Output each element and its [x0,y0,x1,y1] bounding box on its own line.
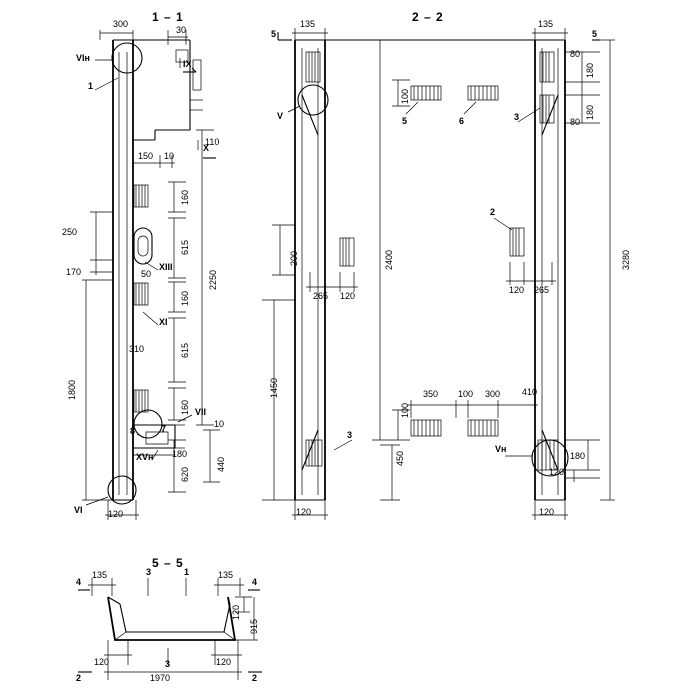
dim-v5-135a: 135 [92,570,108,580]
dim-v1-180: 180 [172,449,188,459]
v2-interior-plates [340,86,524,436]
dim-v1-10b: 10 [214,419,225,429]
mark-v1-XI: XI [159,317,168,327]
dim-v1-615b: 615 [180,342,190,358]
dim-v2-410: 410 [522,387,538,397]
dim-v2-265a: 265 [313,291,329,301]
mark-v1-VII: VII [195,407,207,417]
dim-v5-4b: 4 [252,577,258,587]
mark-v1-VIn: VIн [76,53,90,63]
dim-v1-110: 110 [205,137,220,147]
mark-v2-3b: 3 [347,430,353,440]
dim-v1-120: 120 [108,509,124,519]
dim-v5-2b: 2 [252,673,258,683]
v1-plate-right [193,60,201,90]
dim-v2-180c: 180 [570,451,586,461]
dim-v5-120v: 120 [231,604,241,620]
v1-oval-detail [134,228,152,264]
dim-v1-300: 300 [113,19,129,29]
v1-embedded-plates [134,185,148,412]
dim-v1-50: 50 [141,269,152,279]
v5-left-bot [115,632,126,640]
dim-v1-10: 10 [164,151,175,161]
dim-v1-615a: 615 [180,239,190,255]
mark-v2-2: 2 [490,207,496,217]
mark-v2-5: 5 [402,116,408,126]
dim-v2-80b: 80 [570,117,581,127]
dim-v1-620: 620 [180,466,190,482]
dim-v2-135b: 135 [538,19,554,29]
dim-v1-30: 30 [176,25,187,35]
dim-v5-915: 915 [249,618,259,634]
dim-v2-300: 300 [485,389,501,399]
dim-v2-5b: 5 [592,29,598,39]
v5-inner-profile [120,604,230,632]
mark-v1-XIII: XIII [159,262,173,272]
dim-v1-310: 310 [129,344,145,354]
mark-v2-Vn: Vн [495,444,507,454]
dim-v2-2400: 2400 [384,249,394,270]
dim-v2-80a: 80 [570,49,581,59]
dim-v2-100b: 100 [458,389,474,399]
dim-v2-120c: 120 [549,467,565,477]
v1-callout-mid [134,410,162,438]
dim-v1-250: 250 [62,227,78,237]
v5-outer-profile [108,597,235,640]
dim-v2-180a: 180 [585,62,595,78]
dim-v2-265b: 265 [534,285,550,295]
dim-v1-160b: 160 [180,290,190,306]
v2-column-embeds [306,52,558,470]
dim-v2-120a: 120 [340,291,356,301]
dim-v5-4a: 4 [76,577,82,587]
mark-v1-X: X [203,143,210,153]
title-section-5-5: 5 – 5 [152,556,184,570]
mark-v2-3a: 3 [514,112,520,122]
dim-v2-450: 450 [395,450,405,466]
dim-v1-160a: 160 [180,189,190,205]
dim-v2-200: 200 [289,250,299,266]
dim-v5-3bot: 3 [165,659,171,669]
mark-v1-IX: IX [183,59,192,69]
title-section-2-2: 2 – 2 [412,10,444,24]
v2-right-taper [542,95,558,135]
dim-v2-135a: 135 [300,19,316,29]
v2-left-taper-b [302,430,318,470]
dim-v5-2a: 2 [76,673,82,683]
dim-v5-135b: 135 [218,570,234,580]
dim-v2-120e: 120 [539,507,555,517]
dim-v1-2250: 2250 [208,269,218,290]
mark-v1-1: 1 [88,81,94,91]
mark-v1-8: 8 [130,426,136,436]
dim-v2-3280: 3280 [621,249,631,270]
dim-v2-100a: 100 [400,88,410,104]
dim-v2-180b: 180 [585,104,595,120]
v1-oval-inner [138,236,148,256]
mark-v2-V: V [277,111,284,121]
dim-v1-440: 440 [216,456,226,472]
mark-v1-7: 7 [161,424,167,434]
dim-v2-1450: 1450 [269,377,279,398]
mark-v2-6: 6 [459,116,465,126]
dim-v2-5a: 5 [271,29,277,39]
dim-v1-150: 150 [138,151,154,161]
mark-v1-XVn: XVн [136,452,154,462]
dim-v5-3top: 3 [146,567,152,577]
title-section-1-1: 1 – 1 [152,10,184,24]
dim-v2-120b: 120 [509,285,525,295]
dim-v1-160c: 160 [180,399,190,415]
v2-callout-top-left [298,85,328,115]
mark-v1-VI: VI [74,505,83,515]
dim-v5-120b: 120 [216,657,232,667]
dim-v1-1800: 1800 [67,379,77,400]
v1-leaders [86,58,198,505]
dim-v5-1970: 1970 [150,673,171,683]
dim-v5-1top: 1 [184,567,190,577]
dim-v2-120d: 120 [296,507,312,517]
dim-v5-120a: 120 [94,657,110,667]
dim-v1-170: 170 [66,267,82,277]
dim-v2-100c: 100 [400,402,410,418]
dim-v2-350: 350 [423,389,439,399]
